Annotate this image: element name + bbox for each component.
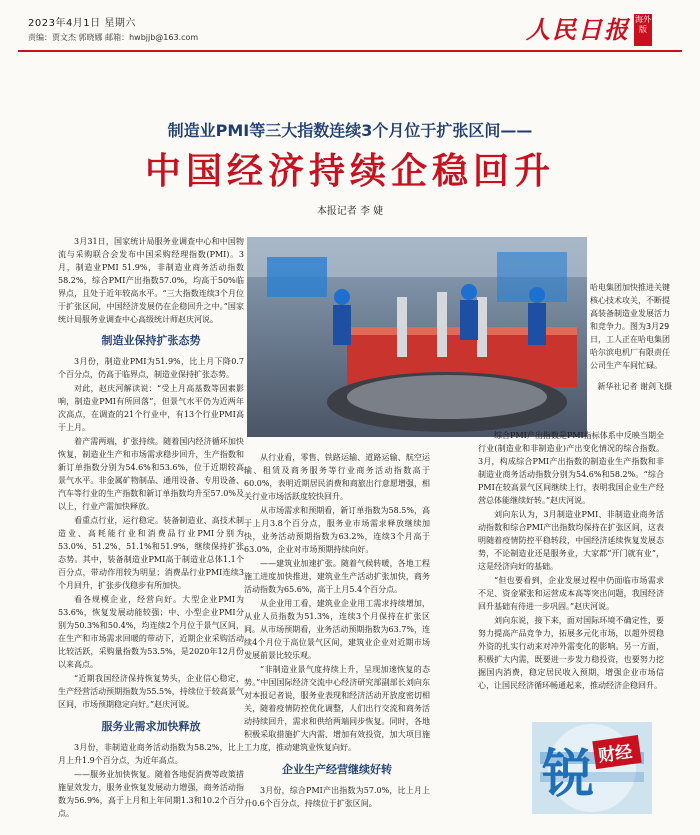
article-lead [58,235,244,326]
paragraph: “近期我国经济保持恢复势头，企业信心稳定，生产经营活动预期指数为55.5%，持续位于较高景气区间，市场预期稳定向好。”赵庆河说。 [58,674,244,709]
newspaper-logo: 人民日报 [526,15,630,44]
paragraph: 3月份，制造业PMI为51.9%，比上月下降0.7个百分点，仍高于临界点，制造业保持扩张态势。 [58,357,244,379]
column-2 [244,451,430,811]
logo-big-char: 锐 [542,745,595,805]
paragraph: ——服务业加快恢复。随着各地促消费等政策措施显效发力，服务业恢复发展动力增强，商务活动指数为56.9%，高于上月和上年同期1.3和10.2个百分点。 [58,770,244,818]
paragraph: 看各规模企业，经营向好。大型企业PMI为53.6%，恢复发展动能较强；中、小型企业PMI分别为50.3%和50.4%，均连续2个月位于景气区间，在生产和市场需求回暖的带动下，近期企业采购活动比较活跃，采购量指数为53.5%，是2020年12月份以来高点。 [58,595,244,669]
paragraph: 综合PMI产出指数是PMI指标体系中反映当期全行业(制造业和非制造业)产出变化情况的综合指数。3月，构成综合PMI产出指数的制造业生产指数和非制造业商务活动指数分别为54.6%和58.2%。“综合PMI在较高景气区间继续上行，表明我国企业生产经营总体能继续好转。”赵庆河说。 [478,431,664,505]
paragraph: 着产需两端，扩张持续。随着国内经济循环加快恢复，制造业生产和市场需求稳步回升，生产指数和新订单指数分别为54.6%和53.6%，位于近期较高景气水平。非金属矿物制品、通用设备、专用设备、汽车等行业的生产指数和新订单指数均升至57.0%及以上，行业产需加快释放。 [58,437,244,511]
article-byline: 本报记者 李 婕 [316,206,384,217]
paragraph: 看重点行业，运行稳定。装备制造业、高技术制造业、高耗能行业和消费品行业PMI分别为53.0%、51.2%、51.1%和51.9%，继续保持扩张态势。其中，装备制造业PMI高于制造业总体1.1个百分点，带动作用较为明显；消费品行业PMI连续3个月回升，扩张步伐稳步有所加快。 [58,516,244,590]
photo-caption [590,281,672,393]
section-heading: 制造业保持扩张态势 [101,334,201,347]
paragraph: 3月份，非制造业商务活动指数为58.2%，比上月上升1.9个百分点，为近年高点。 [58,743,244,765]
paragraph: 从市场需求和预期看，新订单指数为58.5%，高于上月3.8个百分点，服务业市场需求释放继续加快，业务活动预期指数为63.2%，连续3个月高于63.0%，企业对市场预期持续向好。 [244,506,430,554]
factory-workers-image [247,237,587,437]
edition-badge: 海外版 [634,14,652,46]
editors-line: 责编：贾文杰 郭晓娜 邮箱：hwbjjb@163.com [28,33,199,42]
issue-date: 2023年4月1日 星期六 [28,18,136,29]
factory-photo [247,237,587,437]
lead-paragraph: 3月31日，国家统计局服务业调查中心和中国物流与采购联合会发布中国采购经理指数(PMI)。3月，制造业PMI 51.9%，非制造业商务活动指数58.2%，综合PMI产出指数57.0%，均高于50%临界点，且处于近年较高水平。“三大指数连续3个月位于扩张区间，中国经济发展仍在企稳回升之中。”国家统计局服务业调查中心高级统计师赵庆河说。 [58,237,244,324]
paragraph: ——建筑业加速扩张。随着气候转暖，各地工程施工进度加快推进，建筑业生产活动扩张加快，商务活动指数为65.6%，高于上月5.4个百分点。 [244,559,430,594]
finance-column-logo [532,722,652,814]
column-1 [58,325,244,821]
logo-small-chars: 财经 [597,741,634,767]
paragraph: 刘向东说，接下来，面对国际环境不确定性，要努力提高产品竞争力，拓展多元化市场，以超外贸稳外资的扎实行动来对冲外需变化的影响。另一方面，积极扩大内需，既要进一步发力稳投资，也要努力挖掘国内消费，稳定居民收入预期，增强企业市场信心，让国民经济循环畅通起来，推动经济企稳回升。 [478,616,664,690]
caption-text: 哈电集团加快推进关键核心技术攻关，不断提高装备制造业发展活力和竞争力。图为3月29日，工人正在哈电集团哈尔滨电机厂有限责任公司生产车间忙碌。 [590,283,670,370]
section-heading: 服务业需求加快释放 [101,720,201,733]
column-3 [478,429,664,693]
rui-caijing-logo-image [532,722,652,814]
section-heading: 企业生产经营继续好转 [282,763,392,776]
paragraph: “但也要看到，企业发展过程中仍面临市场需求不足、资金紧张和运营成本高等突出问题，我国经济回升基础有待进一步巩固。”赵庆河说。 [478,576,664,611]
photo-credit: 新华社记者 谢剑飞摄 [597,382,672,391]
masthead [18,10,682,88]
paragraph: 3月份，综合PMI产出指数为57.0%，比上月上升0.6个百分点，持续位于扩张区间。 [244,786,430,808]
masthead-rule [18,50,682,52]
paragraph: 从行业看，零售、铁路运输、道路运输、航空运输、租赁及商务服务等行业商务活动指数高于60.0%，表明近期居民消费和商旅出行意愿增强，相关行业市场活跃度较快回升。 [244,453,430,501]
article-kicker: 制造业PMI等三大指数连续3个月位于扩张区间—— [167,121,533,140]
paragraph: “非制造业景气度持续上升，呈现加速恢复的态势。”中国国际经济交流中心经济研究部副部长刘向东对本报记者说，服务业表现和经济活动开放度密切相关，随着疫情防控优化调整，人们出行交流和商务活动持续回升，需求和供给两端同步恢复。同时，各地积极采取措施扩大内需、增加有效投资，加大项目施工力度，推动建筑业恢复向好。 [244,665,430,752]
article-headline: 中国经济持续企稳回升 [144,150,555,192]
paragraph: 刘向东认为，3月制造业PMI、非制造业商务活动指数和综合PMI产出指数均保持在扩张区间，这表明随着疫情防控平稳转段，中国经济延续恢复发展态势，不论制造业还是服务业，大家都“开门就有业”，这是经济向好的基础。 [478,510,664,571]
paragraph: 从企业用工看，建筑业企业用工需求持续增加，从业人员指数为51.3%，连续3个月保持在扩张区间。从市场预期看，业务活动预期指数为63.7%，连续4个月位于高位景气区间，建筑业企业对近期市场发展前景比较乐观。 [244,599,430,660]
paragraph: 对此，赵庆河解读说：“受上月高基数等因素影响，制造业PMI有所回落”，但景气水平仍为近两年次高点，在调查的21个行业中，有13个行业PMI高于上月。 [58,384,244,432]
